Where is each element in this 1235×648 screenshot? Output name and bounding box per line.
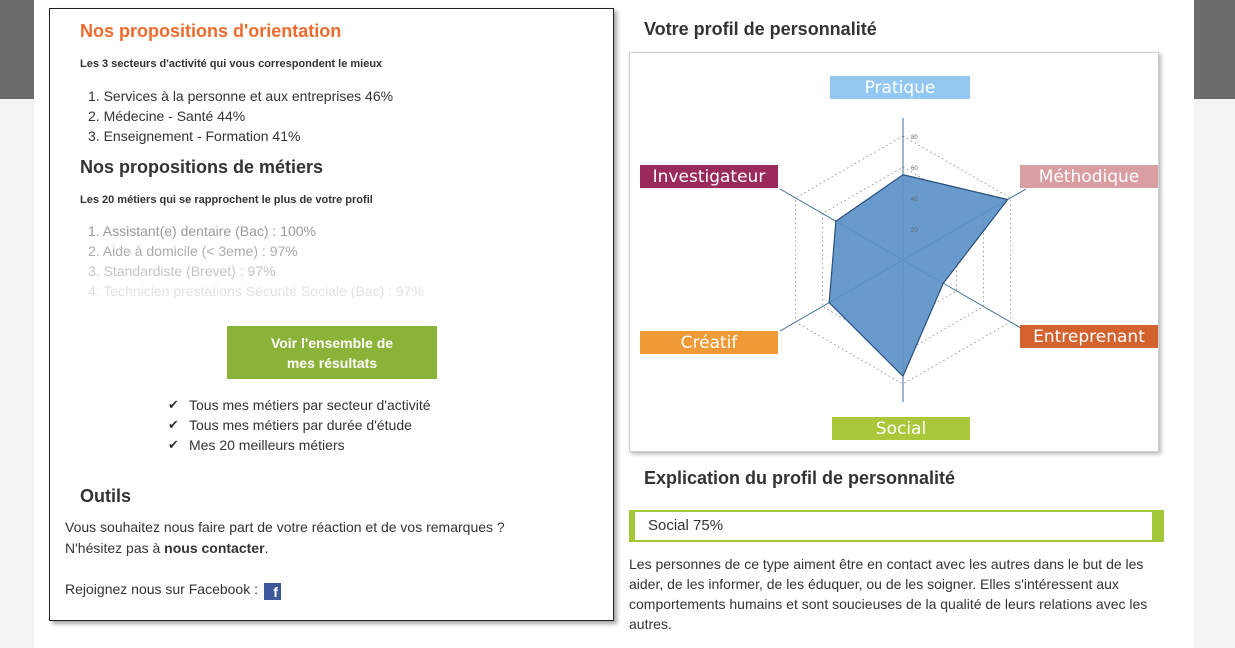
explanation-title: Explication du profil de personnalité (644, 468, 956, 488)
orientation-item: 3. Enseignement - Formation 41% (88, 128, 301, 144)
link-by-sector[interactable] (168, 395, 431, 415)
contact-line (65, 540, 268, 556)
profile-score-badge: Social 75% (629, 510, 1164, 542)
left-gray-bar (0, 0, 34, 99)
outils-title: Outils (80, 486, 132, 506)
orientation-list (88, 86, 393, 146)
radar-tick-label: 40 (911, 197, 918, 203)
link-by-duration[interactable] (168, 415, 431, 435)
radar-tick-label: 60 (911, 166, 918, 172)
orientation-title: Nos propositions d'orientation (80, 21, 342, 41)
left-side-background (0, 99, 34, 648)
right-side-background (1194, 99, 1235, 648)
axis-label-investigateur: Investigateur (652, 167, 766, 187)
link-top-20[interactable] (168, 435, 431, 455)
feedback-text: Vous souhaitez nous faire part de votre réaction et de vos remarques ? (65, 519, 505, 535)
link-label: Mes 20 meilleurs métiers (189, 437, 345, 453)
metier-item: 2. Aide à domicile (< 3eme) : 97% (88, 243, 298, 259)
checkmark-icon: ✔ (168, 437, 179, 452)
contact-suffix: . (264, 540, 269, 556)
contact-prefix: N'hésitez pas à (65, 540, 165, 556)
metiers-title: Nos propositions de métiers (80, 157, 324, 177)
link-label: Tous mes métiers par durée d'étude (189, 417, 412, 433)
metiers-subtitle: Les 20 métiers qui se rapprochent le plus de votre profil (80, 194, 373, 206)
button-line-1: Voir l'ensemble de (270, 334, 394, 351)
orientation-item: 2. Médecine - Santé 44% (88, 108, 246, 124)
metiers-list (88, 221, 424, 301)
button-line-2: mes résultats (286, 354, 378, 371)
facebook-label: Rejoignez nous sur Facebook : (65, 581, 262, 597)
radar-data-area (829, 175, 1008, 377)
orientation-subtitle: Les 3 secteurs d'activité qui vous correspondent le mieux (80, 58, 383, 70)
profile-description: Les personnes de ce type aiment être en contact avec les autres dans le but de les aider, de les informer, de les éduquer, ou de les soigner. Elles s'intéressent aux comportements humains et sont soucieuses de la qualité de leurs relations avec les autres. (629, 556, 1148, 632)
metier-item: 3. Standardiste (Brevet) : 97% (88, 263, 276, 279)
view-all-results-button[interactable] (227, 326, 437, 379)
personality-radar-chart (630, 53, 1160, 453)
radar-tick-label: 20 (911, 228, 918, 234)
checkmark-icon: ✔ (168, 417, 179, 432)
axis-label-pratique: Pratique (864, 78, 936, 98)
axis-label-social: Social (875, 419, 927, 439)
axis-label-créatif: Créatif (680, 333, 738, 353)
axis-label-entreprenant: Entreprenant (1033, 327, 1145, 347)
facebook-line (65, 581, 281, 600)
metier-item: 1. Assistant(e) dentaire (Bac) : 100% (88, 223, 316, 239)
checkmark-icon: ✔ (168, 397, 179, 412)
metier-item: 4. Technicien prestations Sécurité Sociale (Bac) : 97% (88, 283, 424, 299)
right-gray-bar (1194, 0, 1235, 99)
radar-tick-label: 80 (911, 135, 918, 141)
link-label: Tous mes métiers par secteur d'activité (189, 397, 431, 413)
orientation-item: 1. Services à la personne et aux entreprises 46% (88, 88, 394, 104)
contact-link[interactable]: nous contacter (164, 540, 265, 556)
results-panel (49, 8, 614, 621)
facebook-icon[interactable]: f (264, 583, 281, 600)
personality-chart-box (629, 52, 1159, 452)
results-links (168, 395, 431, 455)
axis-label-méthodique: Méthodique (1038, 167, 1140, 187)
profile-title: Votre profil de personnalité (644, 19, 877, 39)
